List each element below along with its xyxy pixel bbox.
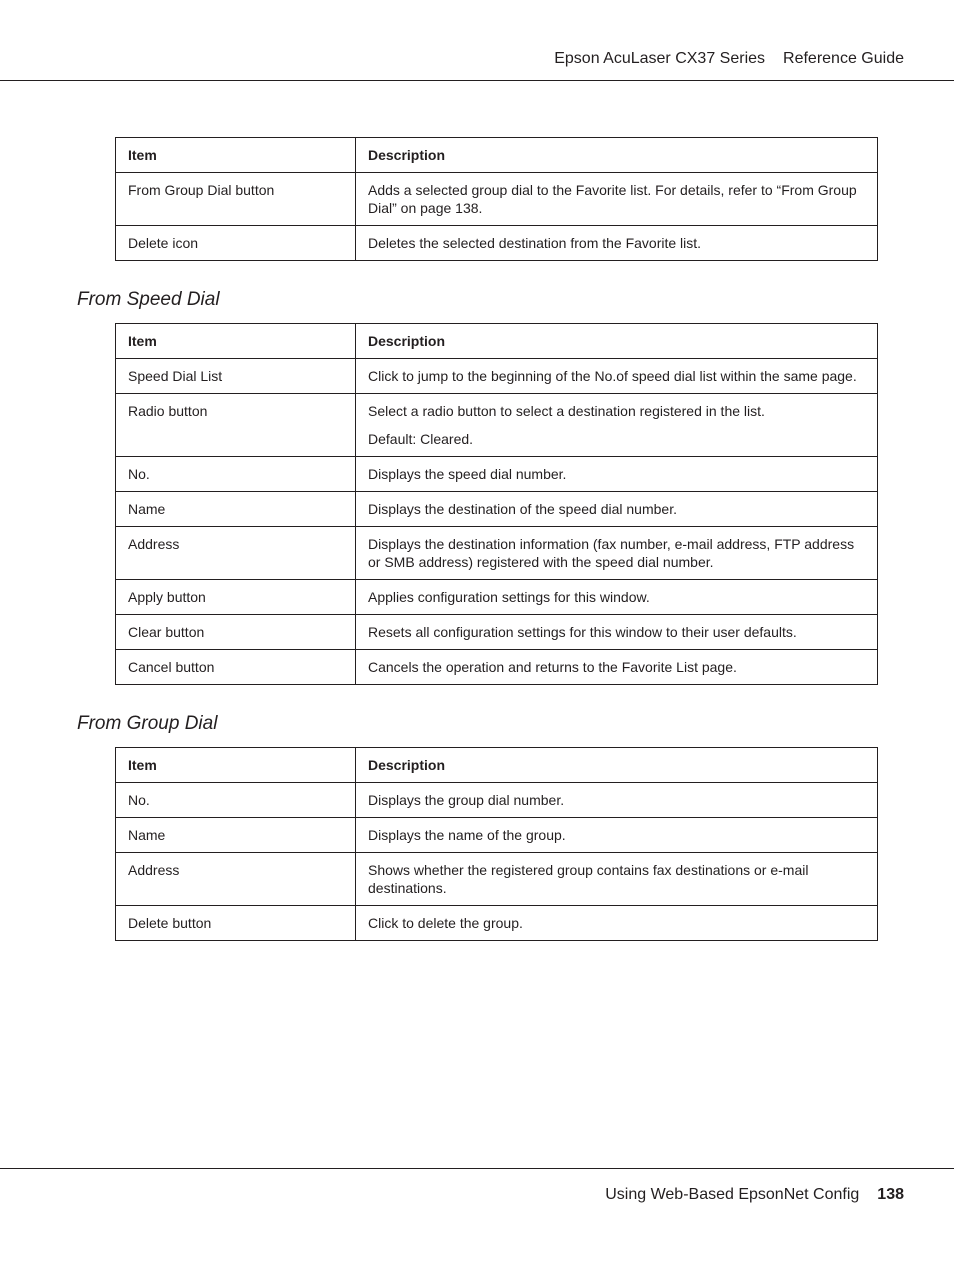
description-text: Displays the group dial number. <box>368 792 565 808</box>
guide-name: Reference Guide <box>783 50 904 67</box>
column-header: Description <box>356 138 878 173</box>
item-cell: No. <box>116 783 356 818</box>
description-cell <box>356 527 878 580</box>
table-row <box>116 783 878 818</box>
product-name: Epson AcuLaser CX37 Series <box>554 50 766 67</box>
description-text: Default: Cleared. <box>368 431 474 447</box>
description-text: Displays the name of the group. <box>368 827 566 843</box>
table-row <box>116 359 878 394</box>
description-text: Displays the destination information (fax number, e-mail address, FTP address or SMB address) registered with the speed dial number. <box>368 536 855 570</box>
description-text: Displays the speed dial number. <box>368 466 567 482</box>
description-text: Adds a selected group dial to the Favorite list. For details, refer to “From Group Dial” on page 138. <box>368 182 857 216</box>
item-cell: Name <box>116 818 356 853</box>
column-header: Item <box>116 748 356 783</box>
description-text: Shows whether the registered group contains fax destinations or e-mail destinations. <box>368 862 809 896</box>
description-cell <box>356 457 878 492</box>
footer-section: Using Web-Based EpsonNet Config <box>605 1186 860 1203</box>
item-cell: Address <box>116 853 356 906</box>
table-row <box>116 394 878 457</box>
group-dial-table <box>115 747 878 941</box>
description-text: Resets all configuration settings for this window to their user defaults. <box>368 624 797 640</box>
item-cell: No. <box>116 457 356 492</box>
description-text: Displays the destination of the speed dial number. <box>368 501 677 517</box>
item-cell: Name <box>116 492 356 527</box>
description-text: Click to delete the group. <box>368 915 523 931</box>
description-text: Select a radio button to select a destination registered in the list. <box>368 403 765 419</box>
speed-dial-table <box>115 323 878 685</box>
description-cell <box>356 906 878 941</box>
description-cell <box>356 853 878 906</box>
table-row <box>116 906 878 941</box>
favorite-list-table <box>115 137 878 261</box>
item-cell: Cancel button <box>116 650 356 685</box>
table-row <box>116 580 878 615</box>
table-row <box>116 527 878 580</box>
description-cell <box>356 492 878 527</box>
description-cell <box>356 580 878 615</box>
section-heading-group-dial: From Group Dial <box>77 713 218 734</box>
description-cell <box>356 359 878 394</box>
column-header: Description <box>356 324 878 359</box>
table-row <box>116 492 878 527</box>
item-cell: From Group Dial button <box>116 173 356 226</box>
column-header: Description <box>356 748 878 783</box>
table-header-row <box>116 138 878 173</box>
table-row <box>116 650 878 685</box>
item-cell: Delete icon <box>116 226 356 261</box>
description-cell <box>356 783 878 818</box>
running-header <box>554 50 904 68</box>
item-cell: Delete button <box>116 906 356 941</box>
description-cell <box>356 818 878 853</box>
page-number: 138 <box>877 1186 904 1203</box>
table-row <box>116 615 878 650</box>
item-cell: Radio button <box>116 394 356 457</box>
description-cell <box>356 394 878 457</box>
item-cell: Speed Dial List <box>116 359 356 394</box>
table-row <box>116 226 878 261</box>
description-cell <box>356 650 878 685</box>
table-row <box>116 818 878 853</box>
section-heading-speed-dial: From Speed Dial <box>77 289 220 310</box>
table-row <box>116 853 878 906</box>
description-text: Click to jump to the beginning of the No.of speed dial list within the same page. <box>368 368 857 384</box>
item-cell: Clear button <box>116 615 356 650</box>
description-text: Deletes the selected destination from the Favorite list. <box>368 235 702 251</box>
table-header-row <box>116 748 878 783</box>
description-text: Cancels the operation and returns to the Favorite List page. <box>368 659 737 675</box>
item-cell: Apply button <box>116 580 356 615</box>
description-cell <box>356 615 878 650</box>
table-row <box>116 173 878 226</box>
item-cell: Address <box>116 527 356 580</box>
table-header-row <box>116 324 878 359</box>
header-rule <box>0 80 954 81</box>
column-header: Item <box>116 324 356 359</box>
running-footer <box>605 1186 904 1204</box>
description-cell <box>356 226 878 261</box>
description-cell <box>356 173 878 226</box>
column-header: Item <box>116 138 356 173</box>
description-text: Applies configuration settings for this window. <box>368 589 650 605</box>
table-row <box>116 457 878 492</box>
footer-rule <box>0 1168 954 1169</box>
